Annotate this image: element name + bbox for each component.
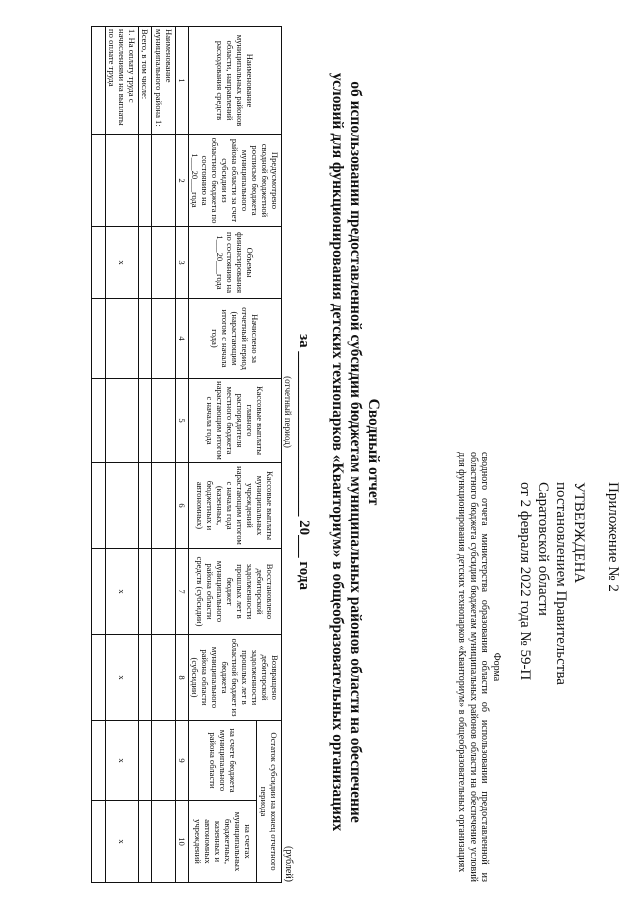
- report-table-body: [92, 27, 176, 883]
- header-col-7: Восстановлено дебиторской задолженности прошлых лет в бюджет муниципального района области средств (субсидии): [189, 549, 282, 635]
- report-title-line-2: об использовании предоставленной субсидии бюджетам муниципальных районов области на обеспечение: [347, 81, 364, 823]
- table-cell: [92, 379, 106, 463]
- table-cell: [106, 135, 139, 227]
- decree-line-3: от 2 февраля 2022 года № 59-П: [517, 482, 533, 681]
- header-col-4: Начислено за отчетный период (нарастающим итогом с начала года): [189, 299, 282, 379]
- row-label: Наименование муниципального района 1:: [152, 27, 176, 135]
- report-title-line-1: Сводный отчет: [365, 398, 382, 506]
- header-col-2: Предусмотрено сводной бюджетной росписью бюджета муниципального района области за счет субсидии из областного бюджета по состоянию на 1___20___года: [189, 135, 282, 227]
- header-remainder-group: Остаток субсидии на конец отчетного периода: [257, 721, 282, 883]
- table-cell: [106, 463, 139, 549]
- table-cell: [152, 801, 176, 883]
- table-cell: [152, 227, 176, 299]
- form-description-block: [456, 452, 502, 882]
- column-number: 8: [176, 635, 189, 721]
- table-cell: [152, 379, 176, 463]
- form-description: сводного отчета министерства образования области об использовании предоставленной из областного бюджета субсидии бюджетам муниципальных районов области на обеспечение условий для функционирования детских технопарков «Кванториум» в общеобразовательных организациях: [456, 452, 491, 882]
- period-hint: (отчетный период): [283, 376, 293, 448]
- report-title: [328, 52, 382, 852]
- table-cell: [92, 299, 106, 379]
- column-number: 3: [176, 227, 189, 299]
- table-cell: [139, 135, 152, 227]
- period-blank: ______________________: [296, 351, 312, 517]
- units-label: (рублей): [283, 845, 294, 882]
- column-number: 2: [176, 135, 189, 227]
- header-col-3: Объемы финансирования по состоянию на 1___20___года: [189, 227, 282, 299]
- row-label: 1. На оплату труда с начислениями на выплаты по оплате труда: [106, 27, 139, 135]
- table-cell: [152, 463, 176, 549]
- row-label: [92, 27, 106, 135]
- table-cell: [92, 635, 106, 721]
- header-col-10: на счетах муниципальных бюджетных, казенных и автономных учреждений: [189, 801, 257, 883]
- table-row: [139, 27, 152, 883]
- decree-line-2: Саратовской области: [535, 482, 551, 616]
- table-cell: [152, 299, 176, 379]
- table-cell: [152, 721, 176, 801]
- rotated-form-sheet: [10, 12, 630, 892]
- table-cell: [106, 379, 139, 463]
- column-number: 5: [176, 379, 189, 463]
- header-col-5: Кассовые выплаты главного распорядителя местного бюджета нарастающим итогом с начала года: [189, 379, 282, 463]
- row-label: Всего, в том числе:: [139, 27, 152, 135]
- table-cell: [106, 299, 139, 379]
- header-col-1: Наименование муниципальных районов области, направлений расходования средств: [189, 27, 282, 135]
- decree-line-1: постановлением Правительства: [553, 482, 569, 685]
- form-label: Форма: [491, 652, 502, 682]
- table-cell: [92, 463, 106, 549]
- period-prefix: за: [296, 334, 312, 348]
- table-cell: x: [106, 801, 139, 883]
- table-cell: [139, 463, 152, 549]
- table-cell: [139, 379, 152, 463]
- table-cell: [139, 299, 152, 379]
- table-cell: x: [106, 227, 139, 299]
- table-row: [106, 27, 139, 883]
- table-cell: [92, 801, 106, 883]
- table-cell: [152, 135, 176, 227]
- header-col-9: на счете бюджета муниципального района области: [189, 721, 257, 801]
- approved-label: УТВЕРЖДЕНА: [571, 482, 587, 584]
- table-cell: [92, 721, 106, 801]
- table-cell: [92, 227, 106, 299]
- table-row: [92, 27, 106, 883]
- table-cell: [152, 549, 176, 635]
- report-table: [91, 26, 282, 883]
- table-row: [152, 27, 176, 883]
- column-number: 9: [176, 721, 189, 801]
- table-cell: [92, 549, 106, 635]
- column-number: 7: [176, 549, 189, 635]
- table-cell: x: [106, 549, 139, 635]
- appendix-block: [516, 482, 622, 882]
- table-cell: x: [106, 721, 139, 801]
- column-number: 10: [176, 801, 189, 883]
- column-number: 6: [176, 463, 189, 549]
- appendix-number: Приложение № 2: [605, 482, 621, 592]
- column-number: 1: [176, 27, 189, 135]
- table-cell: [139, 721, 152, 801]
- table-cell: [139, 549, 152, 635]
- table-cell: [152, 635, 176, 721]
- report-title-line-3: условий для функционирования детских технопарков «Кванториум» в общеобразовательных организациях: [329, 72, 346, 832]
- table-cell: [139, 227, 152, 299]
- table-cell: [139, 635, 152, 721]
- table-cell: x: [106, 635, 139, 721]
- table-cell: [92, 135, 106, 227]
- column-number: 4: [176, 299, 189, 379]
- header-col-6: Кассовые выплаты муниципальных учреждений нарастающим итогом с начала года (казенных, бюджетных и автономных): [189, 463, 282, 549]
- table-cell: [139, 801, 152, 883]
- period-year: 20___ года: [296, 520, 312, 590]
- column-numbers-row: [176, 27, 189, 883]
- header-col-8: Возвращено дебиторской задолженности прошлых лет в областной бюджет из бюджета муниципального района области (субсидии): [189, 635, 282, 721]
- reporting-period: [295, 272, 312, 652]
